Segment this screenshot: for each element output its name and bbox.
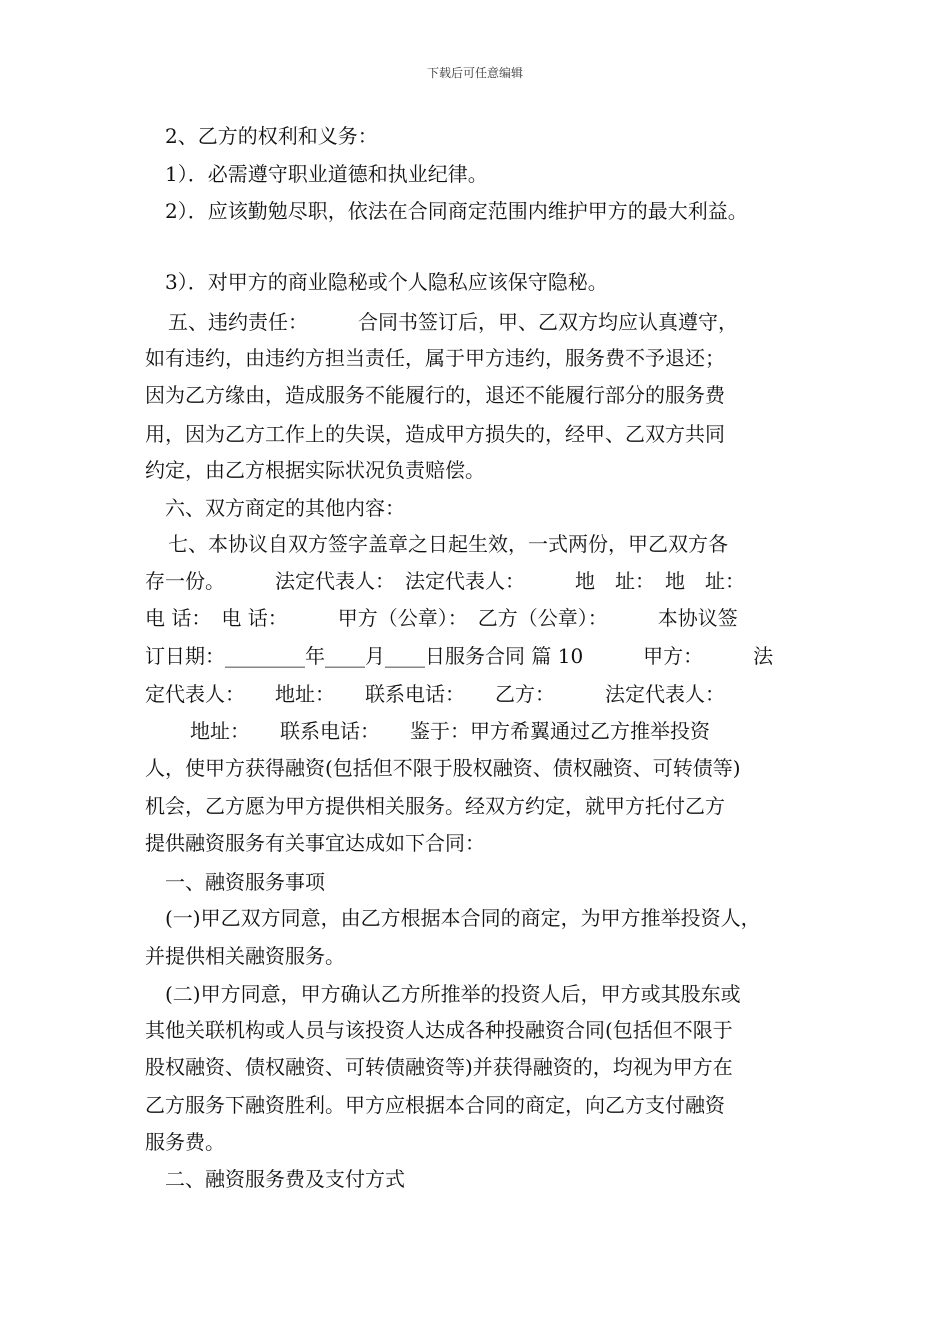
text-line: 定代表人： 地址： 联系电话： 乙方： 法定代表人： — [145, 682, 725, 706]
text-line: 1）．必需遵守职业道德和执业纪律。 — [165, 162, 488, 186]
text-line: 二、融资服务费及支付方式 — [165, 1167, 405, 1191]
text-line: 3）．对甲方的商业隐秘或个人隐私应该保守隐秘。 — [165, 270, 608, 294]
text-line: 2）．应该勤勉尽职，依法在合同商定范围内维护甲方的最大利益。 — [165, 199, 748, 223]
text-line: 2、乙方的权利和义务： — [165, 124, 378, 148]
text-line: 服务费。 — [145, 1130, 225, 1154]
text-line: 提供融资服务有关事宜达成如下合同： — [145, 831, 485, 855]
text-line: 存一份。 法定代表人： 法定代表人： 地 址： 地 址： — [145, 569, 745, 593]
text-line: 一、融资服务事项 — [165, 870, 325, 894]
text-line: 乙方服务下融资胜利。甲方应根据本合同的商定，向乙方支付融资 — [145, 1093, 725, 1117]
text-line: 订日期：________年____月____日服务合同 篇 10 甲方： 法 — [145, 644, 774, 668]
text-line: 约定，由乙方根据实际状况负责赔偿。 — [145, 458, 485, 482]
text-line: 机会，乙方愿为甲方提供相关服务。经双方约定，就甲方托付乙方 — [145, 794, 725, 818]
text-line: 电 话： 电 话： 甲方（公章）： 乙方（公章）： 本协议签 — [145, 606, 738, 630]
page-header: 下载后可任意编辑 — [426, 66, 523, 80]
text-line: (一)甲乙双方同意，由乙方根据本合同的商定，为甲方推举投资人， — [165, 906, 761, 930]
text-line: 人，使甲方获得融资(包括但不限于股权融资、债权融资、可转债等) — [145, 756, 741, 780]
text-line: 股权融资、债权融资、可转债融资等)并获得融资的，均视为甲方在 — [145, 1055, 733, 1079]
text-line: 如有违约，由违约方担当责任，属于甲方违约，服务费不予退还； — [145, 346, 725, 370]
text-line: 六、双方商定的其他内容： — [165, 496, 405, 520]
text-line: 地址： 联系电话： 鉴于：甲方希翼通过乙方推举投资 — [190, 719, 710, 743]
text-line: 五、违约责任： 合同书签订后，甲、乙双方均应认真遵守， — [168, 310, 738, 334]
text-line: 用，因为乙方工作上的失误，造成甲方损失的，经甲、乙双方共同 — [145, 422, 725, 446]
text-line: 并提供相关融资服务。 — [145, 944, 345, 968]
text-line: 因为乙方缘由，造成服务不能履行的，退还不能履行部分的服务费 — [145, 383, 725, 407]
text-line: 七、本协议自双方签字盖章之日起生效，一式两份，甲乙双方各 — [168, 532, 728, 556]
text-line: 其他关联机构或人员与该投资人达成各种投融资合同(包括但不限于 — [145, 1018, 733, 1042]
text-line: (二)甲方同意，甲方确认乙方所推举的投资人后，甲方或其股东或 — [165, 982, 741, 1006]
